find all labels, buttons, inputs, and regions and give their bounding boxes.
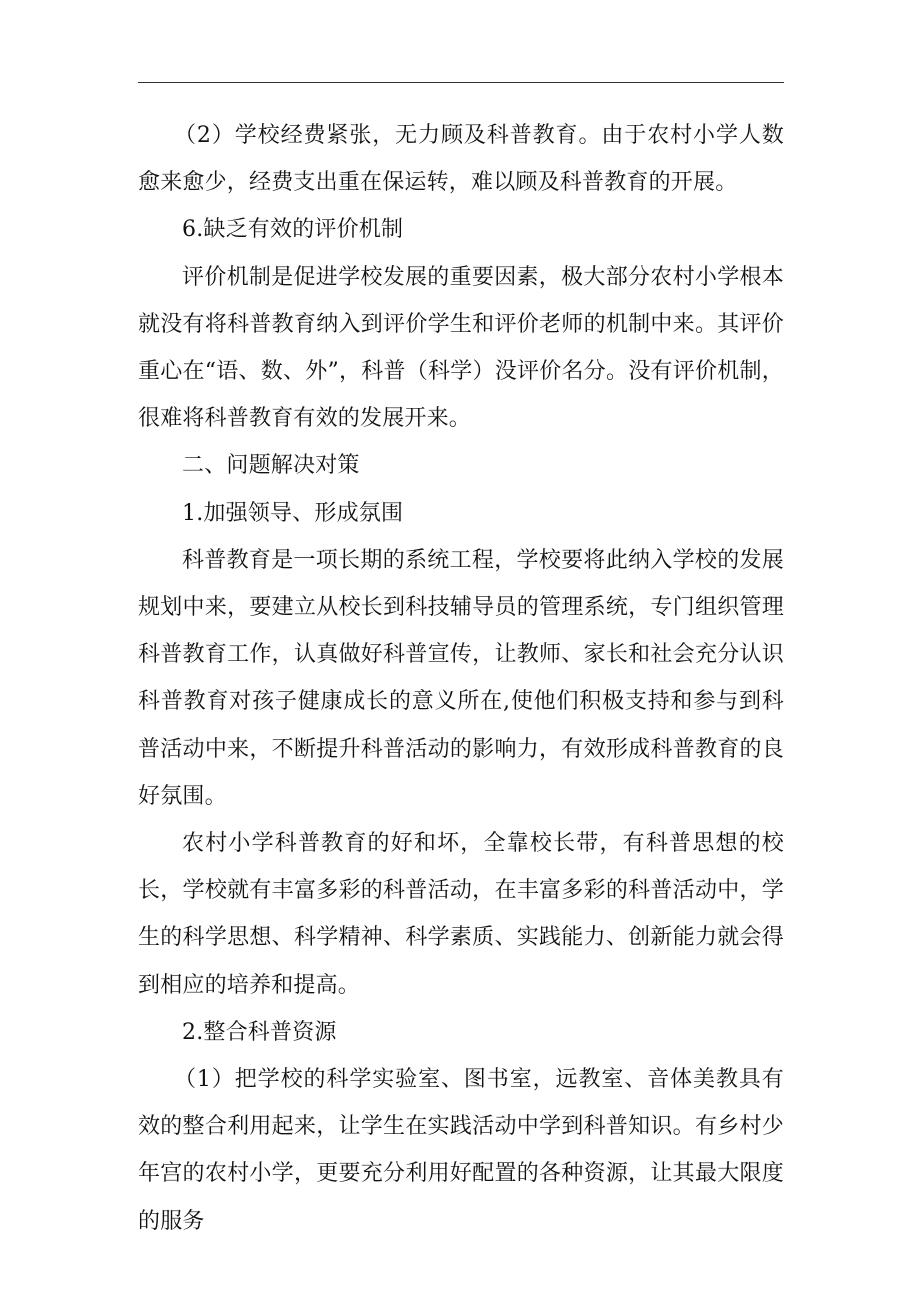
heading-integrate-resources: 2.整合科普资源 bbox=[182, 1019, 337, 1045]
heading-leadership: 1.加强领导、形成氛围 bbox=[182, 500, 404, 526]
heading-evaluation-mechanism: 6.缺乏有效的评价机制 bbox=[182, 217, 404, 243]
document-body bbox=[138, 112, 784, 1245]
paragraph-funding-shortage: （2）学校经费紧张，无力顾及科普教育。由于农村小学人数愈来愈少，经费支出重在保运转，难以顾及科普教育的开展。 bbox=[138, 123, 784, 196]
paragraph-evaluation-mechanism: 评价机制是促进学校发展的重要因素，极大部分农村小学根本就没有将科普教育纳入到评价学生和评价老师的机制中来。其评价重心在“语、数、外”，科普（科学）没评价名分。没有评价机制，很难将科普教育有效的发展开来。 bbox=[138, 264, 784, 432]
header-rule bbox=[138, 82, 784, 83]
paragraph-integrate-resources: （1）把学校的科学实验室、图书室，远教室、音体美教具有效的整合利用起来，让学生在实践活动中学到科普知识。有乡村少年宫的农村小学，更要充分利用好配置的各种资源，让其最大限度的服务 bbox=[138, 1067, 784, 1234]
paragraph-principal-role: 农村小学科普教育的好和坏，全靠校长带，有科普思想的校长，学校就有丰富多彩的科普活动，在丰富多彩的科普活动中，学生的科学思想、科学精神、科学素质、实践能力、创新能力就会得到相应的培养和提高。 bbox=[138, 831, 784, 998]
paragraph-leadership: 科普教育是一项长期的系统工程，学校要将此纳入学校的发展规划中来，要建立从校长到科技辅导员的管理系统，专门组织管理科普教育工作，认真做好科普宣传，让教师、家长和社会充分认识科普教育对孩子健康成长的意义所在,使他们积极支持和参与到科普活动中来，不断提升科普活动的影响力，有效形成科普教育的良好氛围。 bbox=[138, 547, 784, 809]
section-heading-solutions: 二、问题解决对策 bbox=[182, 453, 360, 479]
